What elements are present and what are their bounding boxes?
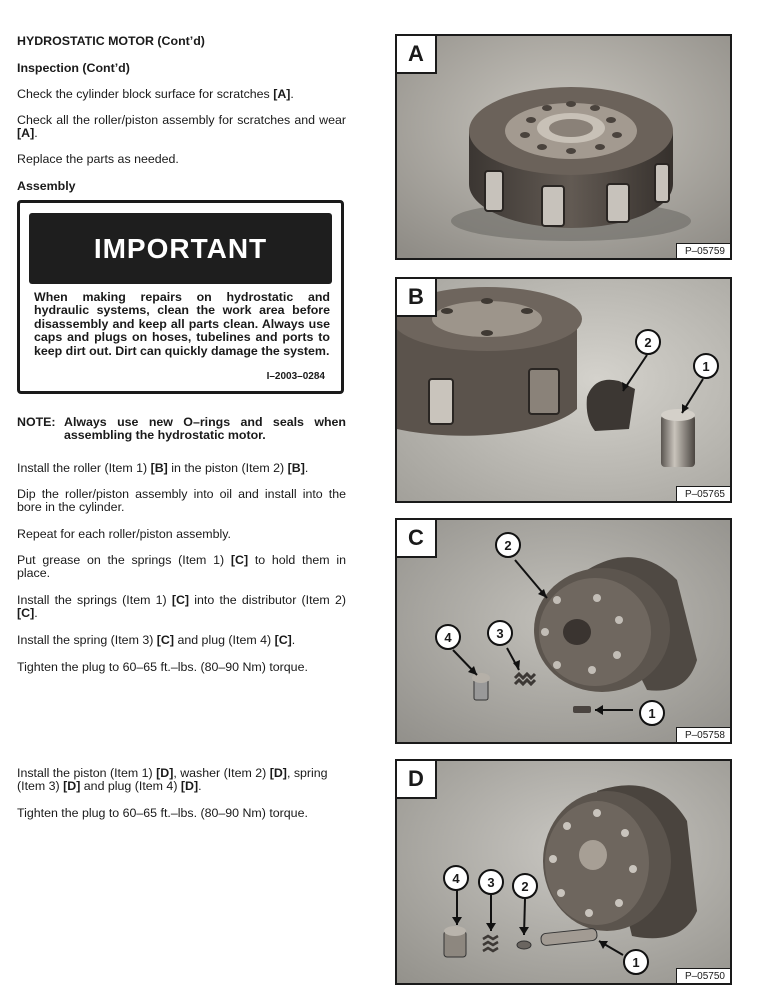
figure-d <box>395 759 732 985</box>
section-subtitle: Inspection (Cont’d) <box>17 61 130 75</box>
callout-d-1: 1 <box>623 949 649 975</box>
important-code: I–2003–0284 <box>266 371 325 382</box>
figure-b-code: P–05765 <box>676 486 730 501</box>
step-install-roller: Install the roller (Item 1) [B] in the piston (Item 2) [B]. <box>17 461 309 475</box>
step-repeat: Repeat for each roller/piston assembly. <box>17 527 231 541</box>
note <box>17 416 346 443</box>
step-tighten-plug-d: Tighten the plug to 60–65 ft.–lbs. (80–90 Nm) torque. <box>17 806 308 820</box>
inspection-paragraph-2: Check all the roller/piston assembly for scratches and wear [A]. <box>17 113 346 140</box>
important-title: IMPORTANT <box>29 213 332 284</box>
figure-c <box>395 518 732 744</box>
callout-d-2: 2 <box>512 873 538 899</box>
callout-d-3: 3 <box>478 869 504 895</box>
important-notice <box>17 200 344 394</box>
figure-b-label: B <box>397 279 437 317</box>
figure-b <box>395 277 732 503</box>
figure-a-code: P–05759 <box>676 243 730 258</box>
callout-c-1: 1 <box>639 700 665 726</box>
callout-b-1: 1 <box>693 353 719 379</box>
step-install-springs: Install the springs (Item 1) [C] into the distributor (Item 2) [C]. <box>17 593 346 620</box>
callout-c-2: 2 <box>495 532 521 558</box>
assembly-heading: Assembly <box>17 179 76 193</box>
page-title: HYDROSTATIC MOTOR (Cont’d) <box>17 34 205 48</box>
step-tighten-plug-c: Tighten the plug to 60–65 ft.–lbs. (80–90 Nm) torque. <box>17 660 308 674</box>
note-label: NOTE: <box>17 415 56 429</box>
figure-d-code: P–05750 <box>676 968 730 983</box>
step-install-piston: Install the piston (Item 1) [D], washer (Item 2) [D], spring (Item 3) [D] and plug (Item 4) [D]. <box>17 766 328 793</box>
figure-c-code: P–05758 <box>676 727 730 742</box>
inspection-paragraph-1: Check the cylinder block surface for scratches [A]. <box>17 87 294 101</box>
step-install-spring-plug: Install the spring (Item 3) [C] and plug (Item 4) [C]. <box>17 633 296 647</box>
figure-a <box>395 34 732 260</box>
note-text: Always use new O–rings and seals when assembling the hydrostatic motor. <box>64 415 346 443</box>
callout-d-4: 4 <box>443 865 469 891</box>
step-dip-assembly: Dip the roller/piston assembly into oil and install into the bore in the cylinder. <box>17 487 346 514</box>
figure-a-photo <box>397 36 730 258</box>
figure-c-label: C <box>397 520 437 558</box>
figure-a-label: A <box>397 36 437 74</box>
important-text: When making repairs on hydrostatic and hydraulic systems, clean the work area before disassembly and keep all parts clean. Always use caps and plugs on hoses, tubelines and ports to keep dirt out. Dirt can quickly damage the system. <box>34 290 330 358</box>
figure-d-label: D <box>397 761 437 799</box>
callout-b-2: 2 <box>635 329 661 355</box>
figure-b-photo <box>397 279 730 501</box>
callout-c-4: 4 <box>435 624 461 650</box>
step-grease-springs: Put grease on the springs (Item 1) [C] to hold them in place. <box>17 553 346 580</box>
callout-c-3: 3 <box>487 620 513 646</box>
inspection-paragraph-3: Replace the parts as needed. <box>17 152 179 166</box>
